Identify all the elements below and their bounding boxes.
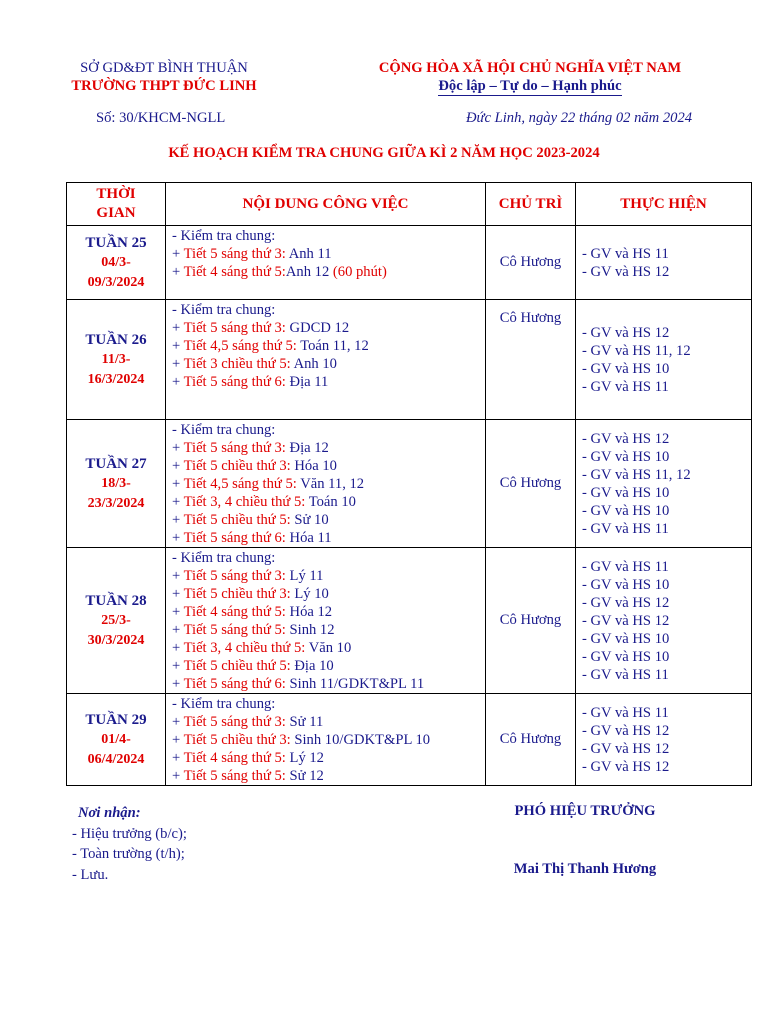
execute-cell bbox=[576, 694, 752, 786]
execute-item: - GV và HS 12 bbox=[582, 594, 670, 611]
execute-item: - GV và HS 11 bbox=[582, 245, 669, 262]
item-subject: Lý 10 bbox=[290, 586, 329, 602]
exam-item bbox=[172, 567, 485, 585]
chair-cell: Cô Hương bbox=[486, 226, 576, 300]
execute-cell bbox=[576, 300, 752, 420]
date-range-start: 11/3- bbox=[101, 351, 131, 367]
department-name: SỞ GD&ĐT BÌNH THUẬN bbox=[80, 60, 248, 76]
item-prefix: + bbox=[172, 338, 184, 354]
signer-name: Mai Thị Thanh Hương bbox=[513, 861, 657, 877]
item-subject: Anh 12 bbox=[285, 264, 333, 280]
week-label: TUẦN 25 bbox=[85, 234, 147, 251]
date-range-start: 04/3- bbox=[101, 254, 131, 270]
item-period: Tiết 4 sáng thứ 5: bbox=[183, 604, 286, 620]
nation-name: CỘNG HÒA XÃ HỘI CHỦ NGHĨA VIỆT NAM bbox=[378, 60, 682, 76]
content-cell bbox=[166, 300, 486, 420]
content-cell bbox=[166, 694, 486, 786]
signer-title: PHÓ HIỆU TRƯỞNG bbox=[514, 803, 656, 819]
item-period: Tiết 5 sáng thứ 3: bbox=[183, 320, 286, 336]
item-subject: Sử 11 bbox=[285, 714, 324, 730]
execute-item: - GV và HS 11, 12 bbox=[582, 466, 691, 483]
item-subject: Hóa 11 bbox=[285, 530, 332, 546]
execute-item: - GV và HS 10 bbox=[582, 502, 670, 519]
item-prefix: + bbox=[172, 658, 184, 674]
week-label: TUẦN 29 bbox=[85, 711, 147, 728]
execute-item: - GV và HS 12 bbox=[582, 324, 670, 341]
execute-item: - GV và HS 10 bbox=[582, 448, 670, 465]
header-time-line1: THỜI bbox=[96, 186, 136, 202]
exam-item bbox=[172, 263, 485, 281]
exam-schedule-table bbox=[66, 182, 752, 786]
content-intro: - Kiểm tra chung: bbox=[172, 696, 276, 712]
table-row bbox=[67, 548, 752, 694]
item-subject: Sinh 10/GDKT&PL 10 bbox=[290, 732, 431, 748]
content-cell bbox=[166, 420, 486, 548]
exam-item bbox=[172, 603, 485, 621]
execute-item: - GV và HS 11 bbox=[582, 704, 669, 721]
execute-item: - GV và HS 10 bbox=[582, 484, 670, 501]
exam-item bbox=[172, 585, 485, 603]
date-range-start: 18/3- bbox=[101, 475, 131, 491]
item-subject: Toán 11, 12 bbox=[296, 338, 369, 354]
national-motto bbox=[360, 77, 700, 95]
chair-cell: Cô Hương bbox=[486, 694, 576, 786]
organization-block bbox=[66, 59, 262, 95]
motto-text: Độc lập – Tự do – Hạnh phúc bbox=[438, 78, 622, 94]
time-cell bbox=[67, 300, 166, 420]
item-prefix: + bbox=[172, 494, 184, 510]
item-prefix: + bbox=[172, 374, 184, 390]
item-period: Tiết 5 sáng thứ 3: bbox=[183, 714, 286, 730]
item-period: Tiết 5 chiều thứ 3: bbox=[183, 586, 291, 602]
item-period: Tiết 5 chiều thứ 3: bbox=[183, 458, 291, 474]
item-subject: Địa 10 bbox=[290, 658, 334, 674]
item-prefix: + bbox=[172, 604, 184, 620]
execute-item: - GV và HS 12 bbox=[582, 263, 670, 280]
execute-cell bbox=[576, 548, 752, 694]
table-header-row bbox=[67, 183, 752, 226]
item-period: Tiết 5 sáng thứ 3: bbox=[183, 568, 286, 584]
content-cell bbox=[166, 548, 486, 694]
recipients-heading: Nơi nhận: bbox=[78, 805, 141, 821]
exam-item bbox=[172, 493, 485, 511]
table-row bbox=[67, 300, 752, 420]
item-subject: Văn 10 bbox=[305, 640, 352, 656]
document-title: KẾ HOẠCH KIỂM TRA CHUNG GIỮA KÌ 2 NĂM HỌC 2023-2024 bbox=[168, 145, 600, 161]
exam-item bbox=[172, 767, 485, 785]
exam-item bbox=[172, 319, 485, 337]
exam-item bbox=[172, 675, 485, 693]
item-period: Tiết 4,5 sáng thứ 5: bbox=[183, 476, 297, 492]
item-prefix: + bbox=[172, 356, 184, 372]
national-header bbox=[360, 59, 700, 95]
content-intro: - Kiểm tra chung: bbox=[172, 228, 276, 244]
execute-item: - GV và HS 11 bbox=[582, 378, 669, 395]
date-range-start: 25/3- bbox=[101, 612, 131, 628]
header-time bbox=[67, 183, 166, 226]
content-intro: - Kiểm tra chung: bbox=[172, 550, 276, 566]
exam-item bbox=[172, 639, 485, 657]
execute-item: - GV và HS 10 bbox=[582, 576, 670, 593]
item-period: Tiết 4 sáng thứ 5: bbox=[183, 750, 286, 766]
item-prefix: + bbox=[172, 750, 184, 766]
recipient-item: - Toàn trường (t/h); bbox=[72, 846, 185, 862]
date-range-end: 16/3/2024 bbox=[87, 371, 145, 387]
table-row bbox=[67, 226, 752, 300]
item-subject: Địa 11 bbox=[285, 374, 329, 390]
execute-item: - GV và HS 11 bbox=[582, 666, 669, 683]
time-cell bbox=[67, 694, 166, 786]
item-subject: Anh 10 bbox=[290, 356, 337, 372]
item-prefix: + bbox=[172, 264, 184, 280]
item-period: Tiết 5 sáng thứ 6: bbox=[183, 374, 286, 390]
item-prefix: + bbox=[172, 476, 184, 492]
item-subject: Địa 12 bbox=[285, 440, 329, 456]
time-cell bbox=[67, 548, 166, 694]
header-time-line2: GIAN bbox=[96, 205, 136, 221]
header-content: NỘI DUNG CÔNG VIỆC bbox=[166, 183, 486, 226]
execute-item: - GV và HS 10 bbox=[582, 360, 670, 377]
table-row bbox=[67, 420, 752, 548]
item-prefix: + bbox=[172, 640, 184, 656]
chair-cell: Cô Hương bbox=[486, 300, 576, 420]
item-subject: Sinh 11/GDKT&PL 11 bbox=[285, 676, 425, 692]
recipient-item: - Lưu. bbox=[72, 866, 109, 883]
item-period: Tiết 5 sáng thứ 3: bbox=[183, 246, 286, 262]
recipients-block bbox=[72, 803, 187, 885]
item-prefix: + bbox=[172, 568, 184, 584]
item-prefix: + bbox=[172, 440, 184, 456]
exam-item bbox=[172, 621, 485, 639]
item-subject: Hóa 12 bbox=[285, 604, 333, 620]
item-subject: Lý 11 bbox=[285, 568, 324, 584]
content-intro: - Kiểm tra chung: bbox=[172, 422, 276, 438]
exam-item bbox=[172, 457, 485, 475]
item-prefix: + bbox=[172, 714, 184, 730]
table-row bbox=[67, 694, 752, 786]
item-period: Tiết 5 chiều thứ 5: bbox=[183, 658, 291, 674]
document-date: Đức Linh, ngày 22 tháng 02 năm 2024 bbox=[466, 110, 693, 126]
item-period: Tiết 5 sáng thứ 6: bbox=[183, 530, 286, 546]
item-period: Tiết 4 sáng thứ 5: bbox=[183, 264, 286, 280]
exam-item bbox=[172, 529, 485, 547]
date-range-end: 06/4/2024 bbox=[87, 751, 145, 767]
item-period: Tiết 5 sáng thứ 6: bbox=[183, 676, 286, 692]
item-subject: Lý 12 bbox=[285, 750, 324, 766]
item-period: Tiết 5 chiều thứ 3: bbox=[183, 732, 291, 748]
item-period: Tiết 5 sáng thứ 3: bbox=[183, 440, 286, 456]
exam-item bbox=[172, 657, 485, 675]
content-cell bbox=[166, 226, 486, 300]
exam-item bbox=[172, 511, 485, 529]
exam-item bbox=[172, 337, 485, 355]
execute-item: - GV và HS 11, 12 bbox=[582, 342, 691, 359]
item-subject: Sử 10 bbox=[290, 512, 329, 528]
execute-item: - GV và HS 12 bbox=[582, 722, 670, 739]
execute-cell bbox=[576, 420, 752, 548]
item-period: Tiết 5 sáng thứ 5: bbox=[183, 622, 286, 638]
item-prefix: + bbox=[172, 458, 184, 474]
execute-item: - GV và HS 12 bbox=[582, 758, 670, 775]
week-label: TUẦN 27 bbox=[85, 455, 147, 472]
time-cell bbox=[67, 226, 166, 300]
exam-item bbox=[172, 713, 485, 731]
item-period: Tiết 3 chiều thứ 5: bbox=[183, 356, 291, 372]
execute-item: - GV và HS 12 bbox=[582, 430, 670, 447]
execute-item: - GV và HS 12 bbox=[582, 740, 670, 757]
item-period: Tiết 3, 4 chiều thứ 5: bbox=[183, 640, 306, 656]
chair-cell: Cô Hương bbox=[486, 548, 576, 694]
item-period: Tiết 3, 4 chiều thứ 5: bbox=[183, 494, 306, 510]
item-period: Tiết 4,5 sáng thứ 5: bbox=[183, 338, 297, 354]
execute-item: - GV và HS 11 bbox=[582, 520, 669, 537]
item-prefix: + bbox=[172, 512, 184, 528]
item-subject: Sử 12 bbox=[285, 768, 324, 784]
execute-item: - GV và HS 10 bbox=[582, 630, 670, 647]
content-intro: - Kiểm tra chung: bbox=[172, 302, 276, 318]
date-range-end: 30/3/2024 bbox=[87, 632, 145, 648]
item-prefix: + bbox=[172, 320, 184, 336]
item-prefix: + bbox=[172, 622, 184, 638]
exam-item bbox=[172, 475, 485, 493]
item-prefix: + bbox=[172, 586, 184, 602]
date-range-end: 09/3/2024 bbox=[87, 274, 145, 290]
item-prefix: + bbox=[172, 246, 184, 262]
date-range-end: 23/3/2024 bbox=[87, 495, 145, 511]
week-label: TUẦN 28 bbox=[85, 592, 147, 609]
exam-item bbox=[172, 749, 485, 767]
item-period: Tiết 5 sáng thứ 5: bbox=[183, 768, 286, 784]
item-prefix: + bbox=[172, 676, 184, 692]
execute-cell bbox=[576, 226, 752, 300]
document-number: Số: 30/KHCM-NGLL bbox=[96, 110, 226, 126]
header-execute: THỰC HIỆN bbox=[576, 183, 752, 226]
item-prefix: + bbox=[172, 530, 184, 546]
item-note: (60 phút) bbox=[332, 264, 387, 280]
item-subject: Hóa 10 bbox=[290, 458, 337, 474]
execute-item: - GV và HS 10 bbox=[582, 648, 670, 665]
recipient-item: - Hiệu trưởng (b/c); bbox=[72, 825, 187, 842]
exam-item bbox=[172, 245, 485, 263]
item-prefix: + bbox=[172, 768, 184, 784]
item-subject: Văn 11, 12 bbox=[296, 476, 365, 492]
date-range-start: 01/4- bbox=[101, 731, 131, 747]
chair-cell: Cô Hương bbox=[486, 420, 576, 548]
exam-item bbox=[172, 355, 485, 373]
week-label: TUẦN 26 bbox=[85, 331, 147, 348]
time-cell bbox=[67, 420, 166, 548]
signature-block bbox=[490, 803, 680, 878]
item-subject: Toán 10 bbox=[305, 494, 356, 510]
item-subject: Sinh 12 bbox=[285, 622, 335, 638]
school-name: TRƯỜNG THPT ĐỨC LINH bbox=[71, 78, 257, 94]
execute-item: - GV và HS 12 bbox=[582, 612, 670, 629]
item-period: Tiết 5 chiều thứ 5: bbox=[183, 512, 291, 528]
item-prefix: + bbox=[172, 732, 184, 748]
execute-item: - GV và HS 11 bbox=[582, 558, 669, 575]
exam-item bbox=[172, 731, 485, 749]
header-chair: CHỦ TRÌ bbox=[486, 183, 576, 226]
exam-item bbox=[172, 439, 485, 457]
item-subject: Anh 11 bbox=[285, 246, 332, 262]
exam-item bbox=[172, 373, 485, 391]
item-subject: GDCD 12 bbox=[285, 320, 350, 336]
